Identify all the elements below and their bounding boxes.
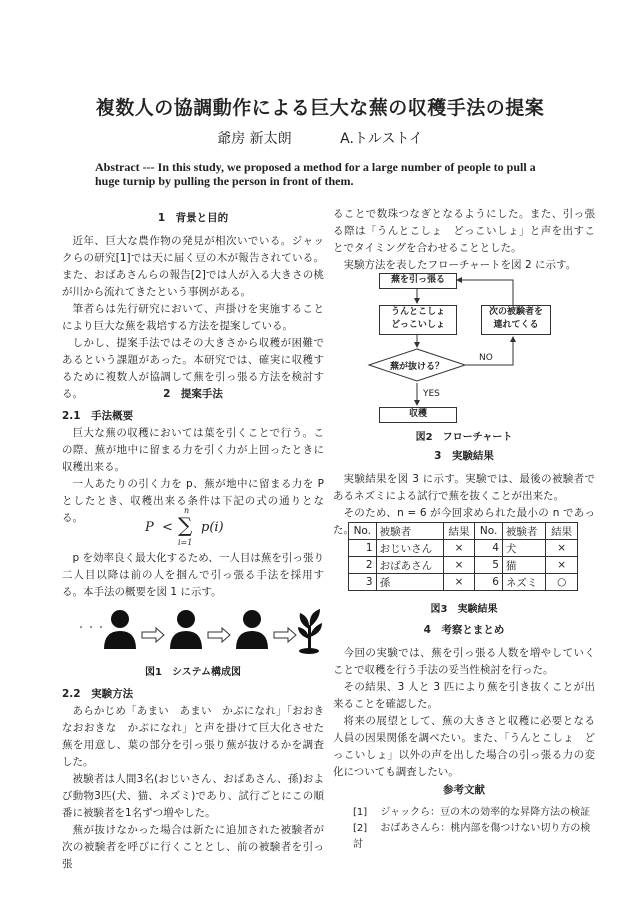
reference-item xyxy=(353,805,595,821)
section-2 xyxy=(62,386,324,527)
table-cell: 3 xyxy=(349,574,377,591)
subsection-2-2-heading: 2.2 実験方法 xyxy=(62,688,134,700)
table-header: 結果 xyxy=(443,523,475,540)
section-2-2-para: あらかじめ「あまい あまい かぶになれ」「おおきなおおきな かぶになれ」と声を掛けて巨大化させた蕪を用意し、葉の部分を引っ張り蕪が抜けるかを調査した。 xyxy=(62,705,324,768)
turnip-sprout-icon xyxy=(298,609,322,654)
ellipsis: ・・・ xyxy=(76,623,106,634)
section-2-continued xyxy=(62,550,324,601)
section-4-heading: 4 考察とまとめ xyxy=(423,624,505,636)
flowchart-connectors xyxy=(333,265,595,425)
table-cell: 1 xyxy=(349,540,377,557)
table-cell: × xyxy=(546,557,578,574)
section-1-para: 近年、巨大な農作物の発見が相次いでいる。ジャックらの研究[1]では天に届く豆の木が報告されている。また、おばあさんらの報告[2]では人が入る大きさの桃が川から流れてきたという事例がある。 xyxy=(62,235,324,298)
table-row xyxy=(349,540,578,557)
table-cell: 孫 xyxy=(376,574,443,591)
subsection-2-1-heading: 2.1 手法概要 xyxy=(62,410,134,422)
person-icon xyxy=(104,610,136,649)
table-cell: × xyxy=(546,540,578,557)
table-cell: 5 xyxy=(475,557,503,574)
table-cell: 4 xyxy=(475,540,503,557)
section-4-para: 将来の展望として、蕪の大きさと収穫に必要となる人員の因果関係を調べたい。また、「うんとこしょ どっこいしょ」以外の声を出した場合の引っ張る力の変化についても調査したい。 xyxy=(333,715,595,778)
reference-number: [2] xyxy=(353,823,368,834)
table-cell: × xyxy=(443,557,475,574)
table-row xyxy=(349,574,578,591)
results-table xyxy=(348,522,578,591)
flow-end-box: 収穫 xyxy=(379,407,457,423)
person-icon xyxy=(236,610,268,649)
section-4 xyxy=(333,622,595,781)
arrow-icon xyxy=(142,628,164,642)
table-cell: おじいさん xyxy=(376,540,443,557)
table-header: No. xyxy=(475,523,503,540)
formula xyxy=(145,508,255,548)
table-header: No. xyxy=(349,523,377,540)
references-heading: 参考文献 xyxy=(443,784,485,796)
formula-lhs: P xyxy=(145,520,154,535)
right-column-intro xyxy=(333,206,595,274)
table-header-row xyxy=(349,523,578,540)
formula-sum-symbol: ∑ xyxy=(178,513,193,537)
figure-2-flowchart xyxy=(333,265,595,425)
author-1: 爺房 新太朗 xyxy=(217,131,292,147)
table-header: 結果 xyxy=(546,523,578,540)
section-1-heading: 1 背景と目的 xyxy=(157,212,229,224)
paper-title: 複数人の協調動作による巨大な蕪の収穫手法の提案 xyxy=(95,97,545,119)
section-1-para: しかし、提案手法ではその大きさから収穫が困難であるという課題があった。本研究では、確実に収穫するために複数人が協調して蕪を引っ張る方法を検討する。 xyxy=(62,337,324,400)
table-row xyxy=(349,557,578,574)
section-4-para: その結果、3 人と 3 匹により蕪を引き抜くことが出来ることを確認した。 xyxy=(333,681,595,710)
table-cell: 犬 xyxy=(502,540,545,557)
flow-next-box: 次の被験者を 連れてくる xyxy=(481,305,551,335)
author-2: A.トルストイ xyxy=(340,131,423,147)
flow-start-box: 蕪を引っ張る xyxy=(379,273,457,289)
section-2-heading: 2 提案手法 xyxy=(163,388,223,400)
formula-lower: i=1 xyxy=(178,538,193,547)
flow-chant-box: うんとこしょ どっこいしょ xyxy=(379,305,457,335)
section-2-2-para: 被験者は人間3名(おじいさん、おばあさん、孫)および動物3匹(犬、猫、ネズミ)であり、試行ごとにこの順番に被験者を1名ずつ増やした。 xyxy=(62,773,324,819)
table-cell: 6 xyxy=(475,574,503,591)
reference-number: [1] xyxy=(353,807,368,818)
table-cell: × xyxy=(443,540,475,557)
abstract: Abstract --- In this study, we proposed a method for a large number of people to pull a huge turnip by pulling the person in front of them. xyxy=(95,160,536,188)
section-3-para: 実験結果を図 3 に示す。実験では、最後の被験者であるネズミによる試行で蕪を抜くことが出来た。 xyxy=(333,473,595,502)
reference-item xyxy=(353,821,595,853)
flow-decision: 蕪が抜ける？ xyxy=(389,362,444,372)
formula-term: p(i) xyxy=(201,520,224,535)
table-cell: ○ xyxy=(546,574,578,591)
section-2-2 xyxy=(62,686,324,873)
formula-operator: < xyxy=(162,520,173,535)
arrow-icon xyxy=(208,628,230,642)
table-cell: ネズミ xyxy=(502,574,545,591)
section-2-2-para: 蕪が抜けなかった場合は新たに追加された被験者が次の被験者を呼びに行くこととし、前の被験者を引っ張 xyxy=(62,824,324,870)
section-1-para: 筆者らは先行研究において、声掛けを実施することにより巨大な蕪を栽培する方法を提案している。 xyxy=(62,303,324,332)
section-2-2-para: 実験方法を表したフローチャートを図 2 に示す。 xyxy=(343,259,577,271)
section-2-2-para: ることで数珠つなぎとなるようにした。また、引っ張る際は「うんとこしょ どっこいしょ」と声を出すことでタイミングを合わせることとした。 xyxy=(333,208,595,254)
section-4-para: 今回の実験では、蕪を引っ張る人数を増やしていくことで収穫を行う手法の妥当性検討を行った。 xyxy=(333,647,595,676)
table-cell: おばあさん xyxy=(376,557,443,574)
formula-upper: n xyxy=(184,506,190,515)
figure-1-diagram xyxy=(62,605,324,655)
section-2-para: 巨大な蕪の収穫においては葉を引くことで行う。この際、蕪が地中に留まる力を引く力が上回ったときに収穫出来る。 xyxy=(62,427,324,473)
flow-no-label: NO xyxy=(479,353,493,363)
figure-2-caption: 図2 フローチャート xyxy=(415,432,513,443)
section-2-para: 一人あたりの引く力を p、蕪が地中に留まる力を P としたとき、収穫出来る条件は下記の式の通りとなる。 xyxy=(62,478,324,524)
arrow-icon xyxy=(274,628,296,642)
section-2-para: p を効率良く最大化するため、一人目は蕪を引っ張り二人目以降は前の人を掴んで引っ張る手法を採用する。本手法の概要を図 1 に示す。 xyxy=(62,552,324,598)
author-list xyxy=(0,128,640,148)
section-1 xyxy=(62,210,324,403)
table-cell: 猫 xyxy=(502,557,545,574)
section-3-heading: 3 実験結果 xyxy=(434,450,494,462)
table-header: 被験者 xyxy=(376,523,443,540)
table-header: 被験者 xyxy=(502,523,545,540)
reference-text: おばあさんら：桃内部を傷つけない切り方の検討 xyxy=(353,823,591,850)
references xyxy=(333,782,595,853)
section-3-para: そのため、n = 6 が今回求められた最小の n であった。 xyxy=(333,507,595,536)
figure-1 xyxy=(62,605,324,655)
reference-text: ジャックら：豆の木の効率的な昇降方法の検証 xyxy=(380,807,591,818)
flow-yes-label: YES xyxy=(423,389,440,399)
table-cell: 2 xyxy=(349,557,377,574)
person-icon xyxy=(170,610,202,649)
figure-3-caption: 図3 実験結果 xyxy=(430,604,498,615)
table-cell: × xyxy=(443,574,475,591)
figure-1-caption: 図1 システム構成図 xyxy=(145,667,241,678)
